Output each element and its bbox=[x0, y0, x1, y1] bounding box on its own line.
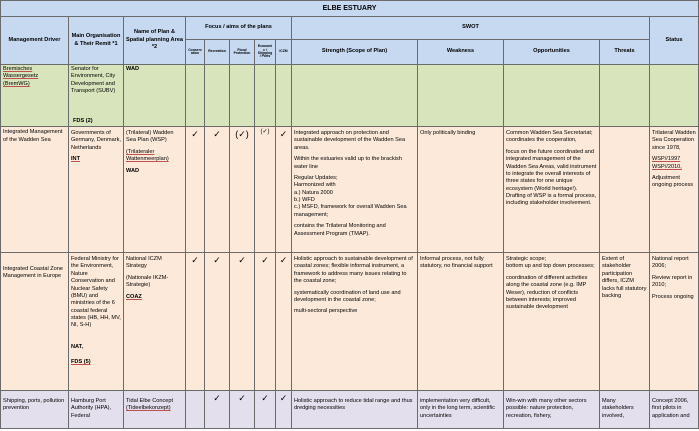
strength-cell bbox=[292, 391, 418, 429]
opportunities-cell bbox=[504, 391, 600, 429]
opportunities-text: Common Wadden Sea Secretariat; coordinates the cooperation, bbox=[506, 130, 593, 144]
org-text: Senator for Environment, City Development and Transport (SUBV) bbox=[71, 66, 116, 95]
org-cell bbox=[69, 391, 124, 429]
focus-conservation: ✓ bbox=[186, 253, 205, 391]
status-text: WSP//2010, bbox=[652, 163, 682, 170]
threats-text: Many stakeholders involved, bbox=[602, 398, 634, 419]
focus-iczm: ✓ bbox=[276, 391, 292, 429]
title-row bbox=[1, 1, 699, 17]
opportunities-text: Strategic scope; bbox=[506, 256, 547, 262]
driver-text: Bremisches Wassergesetz (BremWG) bbox=[3, 66, 39, 87]
focus-flood-protection: ✓ bbox=[230, 391, 255, 429]
focus-iczm: ✓ bbox=[276, 127, 292, 253]
status-text: Trilateral Wadden Sea Cooperation since 1978, bbox=[652, 130, 696, 151]
weakness-cell bbox=[418, 253, 504, 391]
plan-cell bbox=[124, 65, 186, 127]
plan-name: (Trilateral) Wadden Sea Plan (WSP) bbox=[126, 130, 174, 144]
focus-recreation: ✓ bbox=[205, 253, 230, 391]
table-row bbox=[1, 65, 699, 127]
plan-name-de: (Trilateraler Wattenmeerplan) bbox=[126, 148, 169, 163]
table-row bbox=[1, 127, 699, 253]
header-weakness: Weakness bbox=[418, 40, 504, 65]
plan-tag: WAD bbox=[126, 167, 140, 174]
plan-name: Tidal Elbe Concept bbox=[126, 398, 174, 404]
strength-cell bbox=[292, 253, 418, 391]
status-text: WSP//1997 bbox=[652, 156, 681, 163]
header-recreation: Recreation bbox=[205, 40, 230, 65]
focus-flood-protection: ✓ bbox=[230, 253, 255, 391]
strength-text: Within the estuaries valid up to the brackish water line bbox=[294, 156, 402, 170]
strength-text: Integrated approach on protection and sustainable development of the Wadden Sea areas. bbox=[294, 130, 406, 151]
threats-cell bbox=[600, 253, 650, 391]
strength-text: contains the Trilateral Monitoring and Assessment Program (TMAP). bbox=[294, 223, 386, 237]
focus-recreation: ✓ bbox=[205, 391, 230, 429]
header-iczm: ICZM bbox=[276, 40, 292, 65]
header-threats: Threats bbox=[600, 40, 650, 65]
driver-cell bbox=[1, 391, 69, 429]
plan-name-de: (Tideelbekonzept) bbox=[126, 405, 171, 412]
opportunities-cell bbox=[504, 253, 600, 391]
weakness-text: Informal process, not fully statutory, no financial support bbox=[420, 256, 493, 270]
opportunities-text: Win-win with many other sectors possible: nature protection, recreation, fishery, bbox=[506, 398, 587, 419]
weakness-text: implementation very difficult, only in the long term, scientific uncertainties bbox=[420, 398, 495, 419]
strength-text: multi-sectoral perspective bbox=[294, 308, 358, 315]
plan-cell bbox=[124, 391, 186, 429]
status-text: Adjustment ongoing process bbox=[652, 174, 694, 189]
status-text: National report 2006; bbox=[652, 256, 689, 270]
org-text: Hamburg Port Authority (HPA), Federal bbox=[71, 398, 111, 419]
header-opportunities: Opportunities bbox=[504, 40, 600, 65]
org-text: Governments of Germany, Denmark, Netherlands bbox=[71, 130, 121, 151]
driver-cell bbox=[1, 118, 93, 253]
plan-tag: COAZ bbox=[126, 293, 142, 300]
plan-tag: WAD bbox=[126, 66, 140, 72]
opportunities-text: bottom up and top down processes; bbox=[506, 263, 595, 270]
header-management-driver: Management Driver bbox=[1, 17, 69, 65]
header-economic: Economic / Shipping / Ports bbox=[255, 40, 276, 65]
prev-org-tag: FDS (2) bbox=[73, 118, 93, 124]
header-status: Status bbox=[650, 17, 699, 65]
header-plan-name: Name of Plan & Spatial planning Area *2 bbox=[124, 17, 186, 65]
plan-name: National ICZM Strategy bbox=[126, 256, 162, 270]
plan-cell bbox=[124, 127, 186, 253]
strength-line: Regular Updates; bbox=[294, 174, 338, 181]
weakness-cell bbox=[418, 391, 504, 429]
strength-line: b.) WFD bbox=[294, 197, 315, 203]
header-focus: Focus / aims of the plans bbox=[186, 17, 292, 40]
strength-text: Holistic approach to reduce tidal range and thus dredging necessities bbox=[294, 398, 413, 412]
opportunities-cell bbox=[504, 127, 600, 253]
org-cell bbox=[69, 127, 124, 253]
focus-flood-protection: (✓) bbox=[230, 127, 255, 253]
focus-conservation bbox=[186, 391, 205, 429]
strength-line: a.) Natura 2000 bbox=[294, 189, 333, 196]
strength-text: Holistic approach to sustainable development of coastal zones; flexible informal instrument, a framework to address many issues relating to the coastal zone; bbox=[294, 256, 413, 285]
header-strength: Strength (Scope of Plan) bbox=[292, 40, 418, 65]
table-title: ELBE ESTUARY bbox=[1, 1, 699, 17]
header-conservation: Conservation bbox=[186, 40, 205, 65]
focus-economic: (✓) bbox=[255, 127, 276, 253]
threats-cell bbox=[600, 391, 650, 429]
status-text: Review report in 2010; bbox=[652, 274, 693, 289]
driver-text: Integrated Management of the Wadden Sea bbox=[3, 129, 63, 143]
threats-text: Extent of stakeholder participation differs, ICZM lacks full statutory backing bbox=[602, 256, 647, 299]
opportunities-text: coordination of different activities along the coastal zone (e.g. IMP Weser), reduction of conflicts between interests; improved sustainable development bbox=[506, 274, 588, 311]
org-text: Federal Ministry for the Environment, Nature Conservation and Nuclear Safety (BMU) and ministries of the 6 coastal federal states (HB, HH, MV, NI, S-H) bbox=[71, 256, 121, 329]
org-cell bbox=[69, 253, 124, 391]
header-flood-protection: Flood Protection bbox=[230, 40, 255, 65]
status-cell bbox=[650, 391, 699, 429]
threats-cell bbox=[600, 127, 650, 253]
focus-conservation: ✓ bbox=[186, 127, 205, 253]
plan-cell bbox=[124, 253, 186, 391]
strength-line: c.) MSFD, framework for overall Wadden Sea management; bbox=[294, 204, 407, 218]
driver-text: Shipping, ports, pollution prevention bbox=[3, 398, 65, 412]
status-text: Concept 2006, first pilots in application and bbox=[652, 398, 690, 419]
weakness-cell bbox=[418, 127, 504, 253]
org-tag: NAT, bbox=[71, 343, 84, 350]
weakness-text: Only politically binding bbox=[420, 130, 476, 136]
driver-cell bbox=[1, 253, 69, 391]
org-tag: FDS (5) bbox=[71, 359, 91, 366]
header-organisation: Main Organisation & Their Remit *1 bbox=[69, 17, 124, 65]
header-swot: SWOT bbox=[292, 17, 650, 40]
focus-economic: ✓ bbox=[255, 391, 276, 429]
plan-name-de: (Nationale IKZM-Strategie) bbox=[126, 274, 169, 289]
status-text: Process ongoing bbox=[652, 293, 694, 300]
table-row bbox=[1, 391, 699, 429]
table-row bbox=[1, 253, 699, 391]
driver-text: Integrated Coastal Zone Management in Europe bbox=[3, 266, 64, 280]
org-tag: INT bbox=[71, 156, 81, 163]
strength-cell bbox=[292, 127, 418, 253]
status-cell bbox=[650, 253, 699, 391]
strength-line: Harmonized with bbox=[294, 182, 336, 189]
status-cell bbox=[650, 127, 699, 253]
opportunities-text: focus on the future coordinated and integrated management of the Wadden Sea Areas, valid instrument to integrate the overall interests of three states for one unique ecosystem (World heritage!). Drafting of WSP is a formal process, including stakeholder involvement. bbox=[506, 148, 597, 207]
focus-iczm: ✓ bbox=[276, 253, 292, 391]
focus-recreation: ✓ bbox=[205, 127, 230, 253]
focus-economic: ✓ bbox=[255, 253, 276, 391]
strength-text: systematically coordination of land use and development in the coastal zone; bbox=[294, 289, 401, 303]
header-row-1 bbox=[1, 17, 699, 40]
